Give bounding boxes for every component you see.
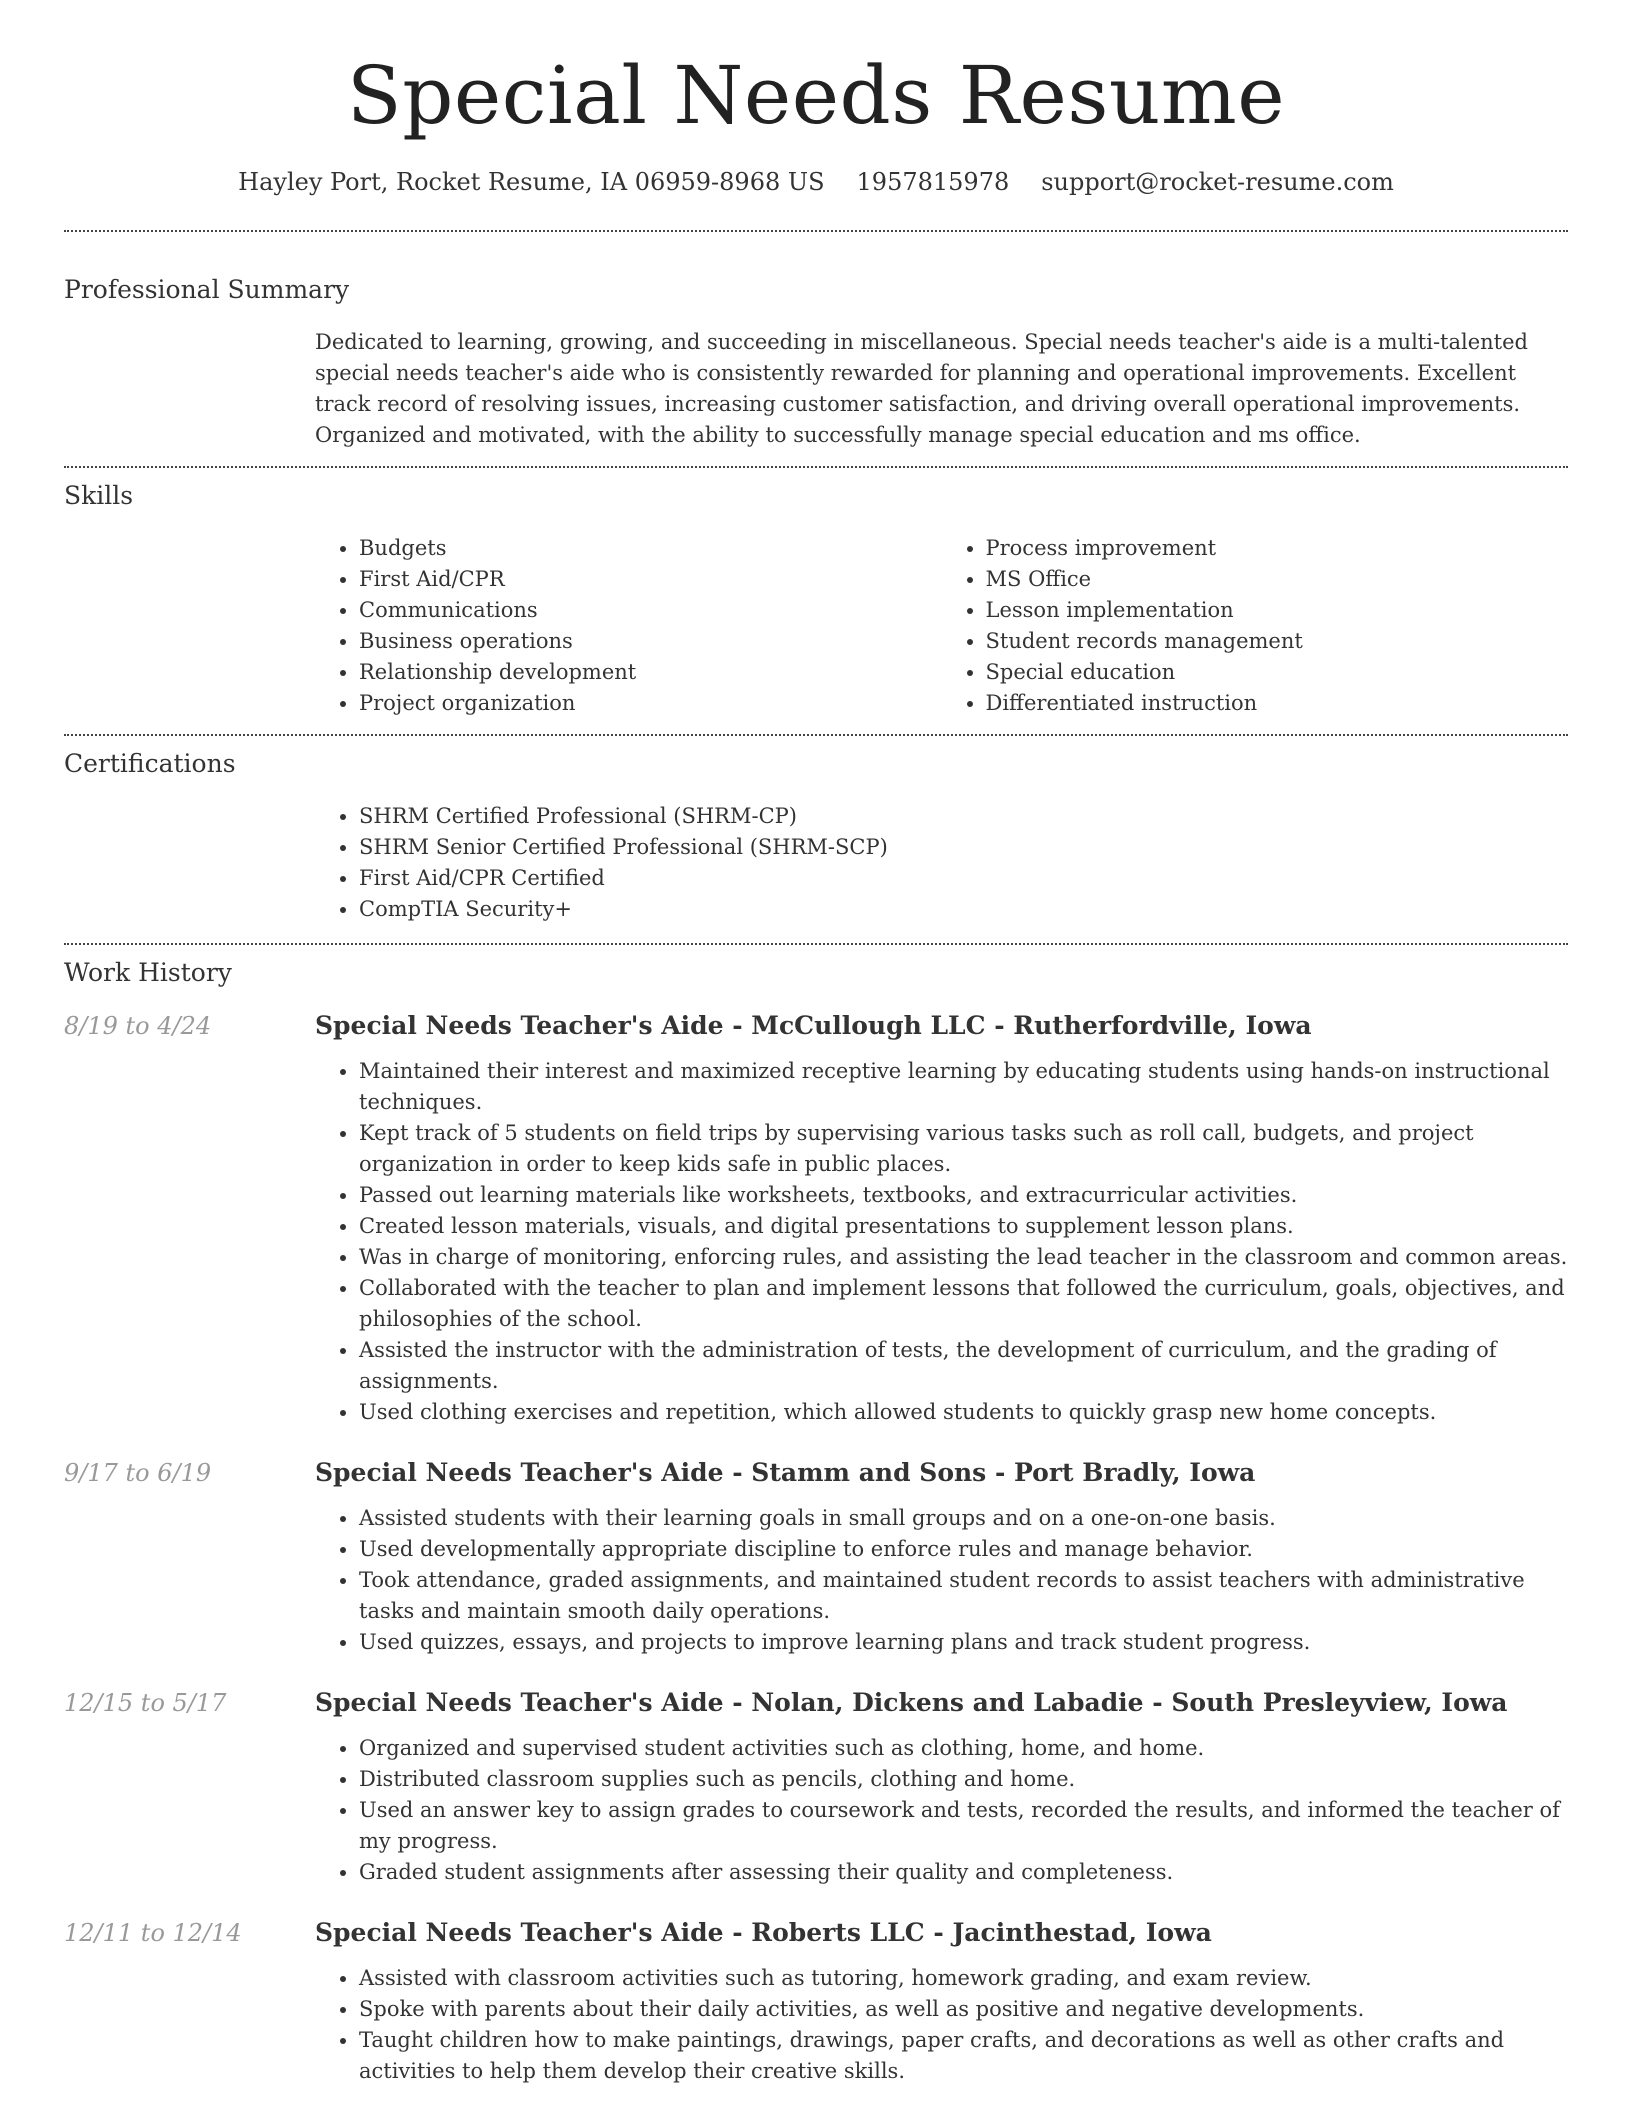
job-entry	[64, 1917, 1568, 2087]
job-entry	[64, 1457, 1568, 1658]
job-bullet: • Graded student assignments after assessing their quality and completeness.	[359, 1857, 1568, 1888]
job-bullet: • Distributed classroom supplies such as pencils, clothing and home.	[359, 1764, 1568, 1795]
job-bullet: • Kept track of 5 students on field trips by supervising various tasks such as roll call, budgets, and project organization in order to keep kids safe in public places.	[359, 1118, 1568, 1180]
job-bullets	[315, 1733, 1568, 1888]
resume-title: Special Needs Resume	[346, 49, 1286, 142]
job-bullets	[315, 1963, 1568, 2087]
job-dates: 9/17 to 6/19	[64, 1459, 212, 1487]
job-bullet: • Used clothing exercises and repetition, which allowed students to quickly grasp new home concepts.	[359, 1397, 1568, 1428]
section-divider	[64, 466, 1568, 468]
job-bullet: • Used quizzes, essays, and projects to improve learning plans and track student progress.	[359, 1627, 1568, 1658]
job-dates: 12/15 to 5/17	[64, 1689, 227, 1717]
contact-email: support@rocket-resume.com	[1041, 168, 1394, 196]
summary-heading: Professional Summary	[64, 275, 350, 304]
skill-item: • Communications	[359, 595, 942, 626]
job-dates: 8/19 to 4/24	[64, 1012, 212, 1040]
job-bullet: • Taught children how to make paintings, drawings, paper crafts, and decorations as well as other crafts and activities to help them develop their creative skills.	[359, 2025, 1568, 2087]
certifications-list	[315, 801, 1568, 925]
certifications-section	[64, 749, 1568, 925]
skill-item: • First Aid/CPR	[359, 564, 942, 595]
job-bullets	[315, 1056, 1568, 1428]
skill-item: • Business operations	[359, 626, 942, 657]
skill-item: • Differentiated instruction	[986, 688, 1569, 719]
summary-text: Dedicated to learning, growing, and succeeding in miscellaneous. Special needs teacher's aide is a multi-talented special needs teacher's aide who is consistently rewarded for planning and operational improvements. Excellent track record of resolving issues, increasing customer satisfaction, and driving overall operational improvements. Organized and motivated, with the ability to successfully manage special education and ms office.	[315, 330, 1528, 447]
contact-phone: 1957815978	[856, 168, 1010, 196]
header-divider	[64, 230, 1568, 232]
job-heading: Special Needs Teacher's Aide - Nolan, Dickens and Labadie - South Presleyview, Iowa	[315, 1688, 1508, 1717]
certifications-heading: Certifications	[64, 749, 236, 778]
skills-heading: Skills	[64, 481, 134, 510]
job-heading: Special Needs Teacher's Aide - McCullough LLC - Rutherfordville, Iowa	[315, 1011, 1312, 1040]
skill-item: • Lesson implementation	[986, 595, 1569, 626]
contact-info	[64, 168, 1568, 196]
skill-item: • Relationship development	[359, 657, 942, 688]
job-bullet: • Assisted the instructor with the administration of tests, the development of curriculum, and the grading of assignments.	[359, 1335, 1568, 1397]
skill-item: • MS Office	[986, 564, 1569, 595]
job-bullet: • Used an answer key to assign grades to coursework and tests, recorded the results, and informed the teacher of my progress.	[359, 1795, 1568, 1857]
job-bullets	[315, 1503, 1568, 1658]
skill-item: • Student records management	[986, 626, 1569, 657]
job-bullet: • Collaborated with the teacher to plan and implement lessons that followed the curriculum, goals, objectives, and philosophies of the school.	[359, 1273, 1568, 1335]
job-bullet: • Used developmentally appropriate discipline to enforce rules and manage behavior.	[359, 1534, 1568, 1565]
job-bullet: • Created lesson materials, visuals, and digital presentations to supplement lesson plans.	[359, 1211, 1568, 1242]
work-history-section	[64, 958, 1568, 2087]
job-bullet: • Organized and supervised student activities such as clothing, home, and home.	[359, 1733, 1568, 1764]
skill-item: • Budgets	[359, 533, 942, 564]
skills-list-right	[942, 533, 1569, 719]
skill-item: • Special education	[986, 657, 1569, 688]
work-history-heading: Work History	[64, 958, 232, 987]
skill-item: • Project organization	[359, 688, 942, 719]
certification-item: • SHRM Certified Professional (SHRM-CP)	[359, 801, 1568, 832]
certification-item: • First Aid/CPR Certified	[359, 863, 1568, 894]
certification-item: • CompTIA Security+	[359, 894, 1568, 925]
job-bullet: • Passed out learning materials like worksheets, textbooks, and extracurricular activities.	[359, 1180, 1568, 1211]
job-entry	[64, 1687, 1568, 1888]
job-bullet: • Maintained their interest and maximized receptive learning by educating students using hands-on instructional techniques.	[359, 1056, 1568, 1118]
skills-section	[64, 481, 1568, 719]
section-divider	[64, 734, 1568, 736]
job-dates: 12/11 to 12/14	[64, 1919, 242, 1947]
summary-section	[64, 275, 1568, 451]
job-heading: Special Needs Teacher's Aide - Roberts LLC - Jacinthestad, Iowa	[315, 1918, 1212, 1947]
job-bullet: • Spoke with parents about their daily activities, as well as positive and negative developments.	[359, 1994, 1568, 2025]
certification-item: • SHRM Senior Certified Professional (SHRM-SCP)	[359, 832, 1568, 863]
job-heading: Special Needs Teacher's Aide - Stamm and Sons - Port Bradly, Iowa	[315, 1458, 1256, 1487]
contact-address: Hayley Port, Rocket Resume, IA 06959-8968 US	[238, 168, 825, 196]
section-divider	[64, 943, 1568, 945]
job-bullet: • Assisted with classroom activities such as tutoring, homework grading, and exam review.	[359, 1963, 1568, 1994]
skill-item: • Process improvement	[986, 533, 1569, 564]
job-entry	[64, 1010, 1568, 1428]
skills-list-left	[315, 533, 942, 719]
job-bullet: • Assisted students with their learning goals in small groups and on a one-on-one basis.	[359, 1503, 1568, 1534]
job-bullet: • Took attendance, graded assignments, and maintained student records to assist teachers with administrative tasks and maintain smooth daily operations.	[359, 1565, 1568, 1627]
job-bullet: • Was in charge of monitoring, enforcing rules, and assisting the lead teacher in the classroom and common areas.	[359, 1242, 1568, 1273]
